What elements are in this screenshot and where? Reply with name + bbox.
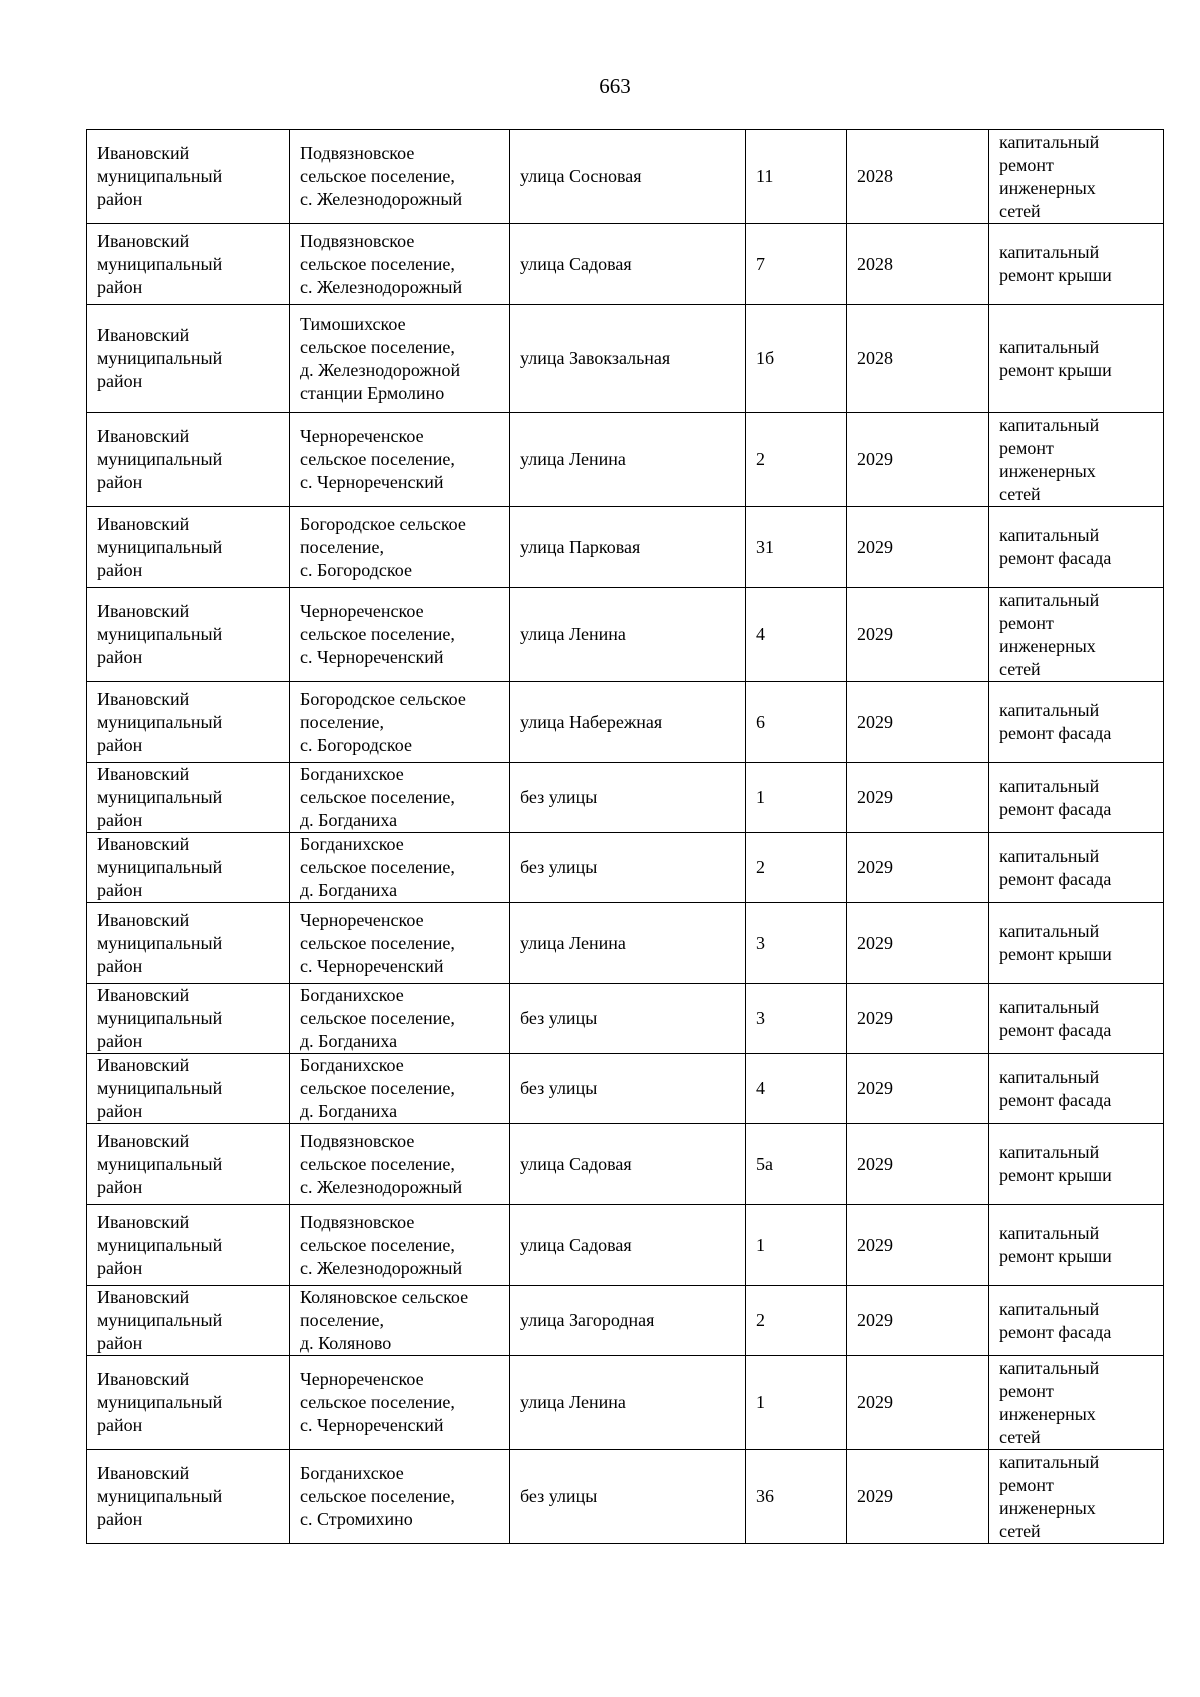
settlement-cell: Чернореченское сельское поселение, с. Чернореченский <box>290 903 510 984</box>
year-cell: 2029 <box>847 1054 989 1124</box>
settlement-cell: Богданихское сельское поселение, д. Богданиха <box>290 833 510 903</box>
year-cell: 2028 <box>847 130 989 224</box>
district-cell: Ивановский муниципальный район <box>87 763 290 833</box>
settlement-cell: Подвязновское сельское поселение, с. Железнодорожный <box>290 130 510 224</box>
work-type-cell: капитальный ремонт инженерных сетей <box>989 130 1164 224</box>
street-cell: без улицы <box>510 1450 746 1544</box>
district-cell: Ивановский муниципальный район <box>87 1054 290 1124</box>
house-number-cell: 2 <box>746 413 847 507</box>
year-cell: 2029 <box>847 507 989 588</box>
district-cell: Ивановский муниципальный район <box>87 1205 290 1286</box>
house-number-cell: 1 <box>746 1356 847 1450</box>
year-cell: 2029 <box>847 1205 989 1286</box>
year-cell: 2029 <box>847 833 989 903</box>
housing-repair-table <box>86 129 1164 1544</box>
table-row <box>87 833 1164 903</box>
year-cell: 2028 <box>847 224 989 305</box>
table-row <box>87 984 1164 1054</box>
work-type-cell: капитальный ремонт фасада <box>989 1286 1164 1356</box>
work-type-cell: капитальный ремонт фасада <box>989 763 1164 833</box>
settlement-cell: Чернореченское сельское поселение, с. Чернореченский <box>290 1356 510 1450</box>
table-row <box>87 413 1164 507</box>
year-cell: 2029 <box>847 984 989 1054</box>
district-cell: Ивановский муниципальный район <box>87 224 290 305</box>
work-type-cell: капитальный ремонт крыши <box>989 224 1164 305</box>
district-cell: Ивановский муниципальный район <box>87 1450 290 1544</box>
table-row <box>87 305 1164 413</box>
work-type-cell: капитальный ремонт крыши <box>989 1205 1164 1286</box>
work-type-cell: капитальный ремонт инженерных сетей <box>989 413 1164 507</box>
street-cell: улица Ленина <box>510 413 746 507</box>
street-cell: улица Набережная <box>510 682 746 763</box>
table-row <box>87 1286 1164 1356</box>
settlement-cell: Тимошихское сельское поселение, д. Железнодорожной станции Ермолино <box>290 305 510 413</box>
district-cell: Ивановский муниципальный район <box>87 130 290 224</box>
house-number-cell: 4 <box>746 1054 847 1124</box>
street-cell: улица Парковая <box>510 507 746 588</box>
settlement-cell: Чернореченское сельское поселение, с. Чернореченский <box>290 413 510 507</box>
year-cell: 2029 <box>847 682 989 763</box>
street-cell: без улицы <box>510 984 746 1054</box>
year-cell: 2029 <box>847 1450 989 1544</box>
district-cell: Ивановский муниципальный район <box>87 1124 290 1205</box>
house-number-cell: 6 <box>746 682 847 763</box>
work-type-cell: капитальный ремонт крыши <box>989 1124 1164 1205</box>
house-number-cell: 31 <box>746 507 847 588</box>
year-cell: 2028 <box>847 305 989 413</box>
table-row <box>87 1054 1164 1124</box>
table-row <box>87 1356 1164 1450</box>
work-type-cell: капитальный ремонт фасада <box>989 833 1164 903</box>
year-cell: 2029 <box>847 413 989 507</box>
house-number-cell: 36 <box>746 1450 847 1544</box>
street-cell: улица Сосновая <box>510 130 746 224</box>
house-number-cell: 1 <box>746 763 847 833</box>
district-cell: Ивановский муниципальный район <box>87 682 290 763</box>
house-number-cell: 3 <box>746 903 847 984</box>
settlement-cell: Богданихское сельское поселение, д. Богданиха <box>290 763 510 833</box>
table-row <box>87 1205 1164 1286</box>
street-cell: улица Садовая <box>510 1124 746 1205</box>
house-number-cell: 5а <box>746 1124 847 1205</box>
table-row <box>87 130 1164 224</box>
table-row <box>87 224 1164 305</box>
year-cell: 2029 <box>847 1356 989 1450</box>
table-row <box>87 588 1164 682</box>
street-cell: улица Ленина <box>510 588 746 682</box>
table-row <box>87 1124 1164 1205</box>
settlement-cell: Подвязновское сельское поселение, с. Железнодорожный <box>290 1124 510 1205</box>
table-row <box>87 507 1164 588</box>
table-row <box>87 1450 1164 1544</box>
district-cell: Ивановский муниципальный район <box>87 984 290 1054</box>
settlement-cell: Богданихское сельское поселение, с. Стромихино <box>290 1450 510 1544</box>
settlement-cell: Подвязновское сельское поселение, с. Железнодорожный <box>290 224 510 305</box>
street-cell: без улицы <box>510 833 746 903</box>
settlement-cell: Богородское сельское поселение, с. Богородское <box>290 682 510 763</box>
district-cell: Ивановский муниципальный район <box>87 1356 290 1450</box>
district-cell: Ивановский муниципальный район <box>87 1286 290 1356</box>
district-cell: Ивановский муниципальный район <box>87 413 290 507</box>
work-type-cell: капитальный ремонт крыши <box>989 903 1164 984</box>
year-cell: 2029 <box>847 1124 989 1205</box>
settlement-cell: Богородское сельское поселение, с. Богородское <box>290 507 510 588</box>
street-cell: улица Садовая <box>510 224 746 305</box>
house-number-cell: 11 <box>746 130 847 224</box>
district-cell: Ивановский муниципальный район <box>87 833 290 903</box>
work-type-cell: капитальный ремонт крыши <box>989 305 1164 413</box>
house-number-cell: 1 <box>746 1205 847 1286</box>
settlement-cell: Богданихское сельское поселение, д. Богданиха <box>290 984 510 1054</box>
table-row <box>87 682 1164 763</box>
settlement-cell: Богданихское сельское поселение, д. Богданиха <box>290 1054 510 1124</box>
settlement-cell: Чернореченское сельское поселение, с. Чернореченский <box>290 588 510 682</box>
settlement-cell: Подвязновское сельское поселение, с. Железнодорожный <box>290 1205 510 1286</box>
district-cell: Ивановский муниципальный район <box>87 507 290 588</box>
table-body <box>87 130 1164 1544</box>
street-cell: улица Ленина <box>510 903 746 984</box>
street-cell: улица Завокзальная <box>510 305 746 413</box>
work-type-cell: капитальный ремонт фасада <box>989 682 1164 763</box>
settlement-cell: Коляновское сельское поселение, д. Коляново <box>290 1286 510 1356</box>
street-cell: без улицы <box>510 763 746 833</box>
house-number-cell: 2 <box>746 1286 847 1356</box>
house-number-cell: 3 <box>746 984 847 1054</box>
work-type-cell: капитальный ремонт инженерных сетей <box>989 1356 1164 1450</box>
house-number-cell: 4 <box>746 588 847 682</box>
street-cell: улица Загородная <box>510 1286 746 1356</box>
house-number-cell: 1б <box>746 305 847 413</box>
house-number-cell: 2 <box>746 833 847 903</box>
year-cell: 2029 <box>847 903 989 984</box>
table-row <box>87 763 1164 833</box>
work-type-cell: капитальный ремонт фасада <box>989 507 1164 588</box>
district-cell: Ивановский муниципальный район <box>87 305 290 413</box>
year-cell: 2029 <box>847 588 989 682</box>
street-cell: улица Садовая <box>510 1205 746 1286</box>
year-cell: 2029 <box>847 763 989 833</box>
year-cell: 2029 <box>847 1286 989 1356</box>
table-row <box>87 903 1164 984</box>
work-type-cell: капитальный ремонт фасада <box>989 1054 1164 1124</box>
street-cell: без улицы <box>510 1054 746 1124</box>
street-cell: улица Ленина <box>510 1356 746 1450</box>
page-number: 663 <box>599 74 631 98</box>
work-type-cell: капитальный ремонт инженерных сетей <box>989 588 1164 682</box>
house-number-cell: 7 <box>746 224 847 305</box>
work-type-cell: капитальный ремонт фасада <box>989 984 1164 1054</box>
district-cell: Ивановский муниципальный район <box>87 588 290 682</box>
district-cell: Ивановский муниципальный район <box>87 903 290 984</box>
work-type-cell: капитальный ремонт инженерных сетей <box>989 1450 1164 1544</box>
